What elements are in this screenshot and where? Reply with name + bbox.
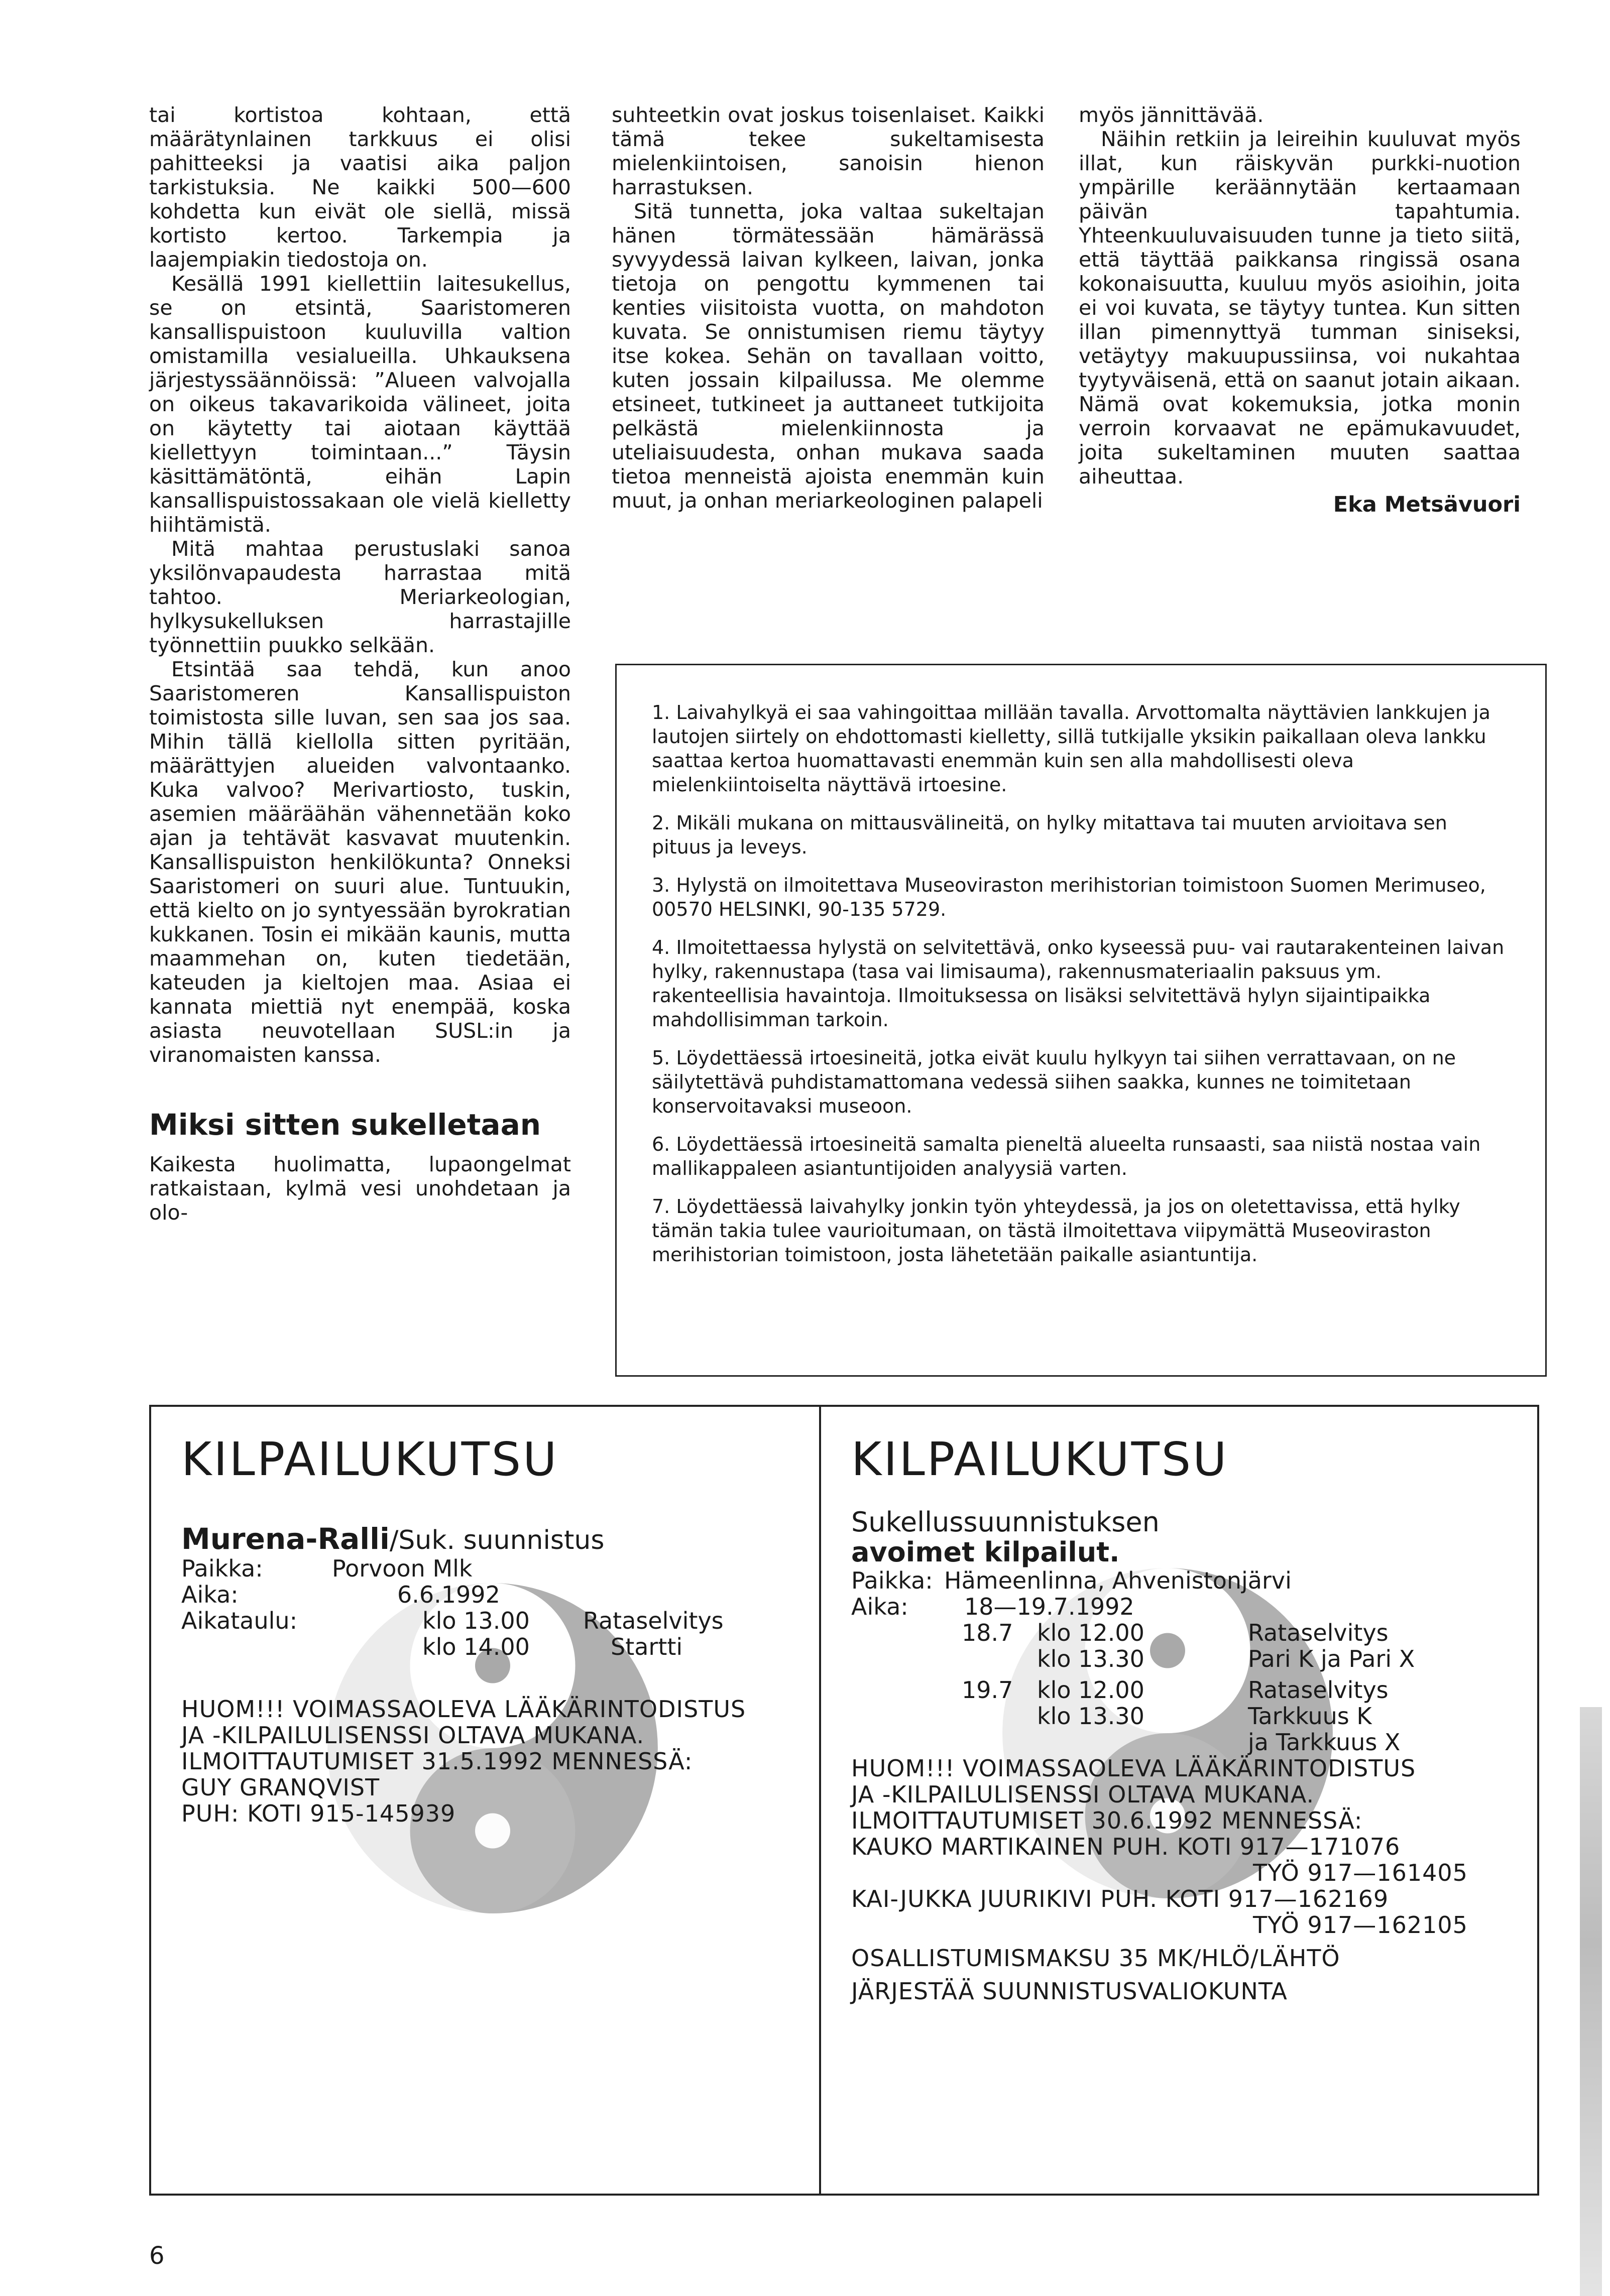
paragraph: Kesällä 1991 kiellettiin laitesukellus, se on etsintä, Saaristomeren kansallispuistoon kuuluvilla valtion omistamilla vesialueilla. Uhkauksena järjestyssäännöissä: ”Alueen valvojalla on oikeus takavarikoida välineet, joita on käytetty tai aiotaan käyttää kiellettyyn toimintaan...” Täysin käsittämätöntä, eihän Lapin kansallispuistossakaan ole vielä kielletty hiihtämistä.	[149, 272, 571, 537]
paragraph: suhteetkin ovat joskus toisenlaiset. Kaikki tämä tekee sukeltamisesta mielenkiintoisen, sanoisin hienon harrastuksen.	[612, 103, 1045, 199]
place-value: Hämeenlinna, Ahvenistonjärvi	[944, 1567, 1292, 1594]
competition-title: KILPAILUKUTSU	[851, 1432, 1229, 1486]
contact-name: GUY GRANQVIST	[181, 1774, 380, 1801]
article-column-2	[612, 103, 1045, 513]
paragraph: Näihin retkiin ja leireihin kuuluvat myös illat, kun räiskyvän purkki-nuotion ympärille keräännytään kertaamaan päivän tapahtumia. Yhteenkuuluvaisuuden tunne ja tieto siitä, että täyttää paikkansa ringissä osana kokonaisuutta, kuuluu myös asioihin, joita ei voi kuvata, se täytyy tuntea. Kun sitten illan pimennyttyä tumman siniseksi, vetäytyy makuupussiinsa, voi nukahtaa tyytyväisenä, että on saanut jotain aikaan. Nämä ovat kokemuksia, jotka monin verroin korvaavat ne epämukavuudet, joita sukeltaminen muuten saattaa aiheuttaa.	[1079, 127, 1521, 489]
paragraph: tai kortistoa kohtaan, että määrätynlainen tarkkuus ei olisi pahitteeksi ja vaatisi aika paljon tarkistuksia. Ne kaikki 500—600 kohdetta kun eivät ole siellä, missä kortisto kertoo. Tarkempia ja laajempiakin tiedostoja on.	[149, 103, 571, 272]
schedule-row: klo 13.30 Pari K ja Pari X	[1037, 1645, 1415, 1672]
contact-line: KAI-JUKKA JUURIKIVI PUH. KOTI 917—162169	[851, 1885, 1389, 1912]
competition-title: KILPAILUKUTSU	[181, 1432, 559, 1486]
article-column-1	[149, 103, 571, 1225]
paragraph: Mitä mahtaa perustuslaki sanoa yksilönvapaudesta harrastaa mitä tahtoo. Meriarkeologian, hylkysukelluksen harrastajille työnnettiin puukko selkään.	[149, 537, 571, 657]
participation-fee: OSALLISTUMISMAKSU 35 MK/HLÖ/LÄHTÖ	[851, 1945, 1340, 1972]
notice-line: JA -KILPAILULISENSSI OLTAVA MUKANA.	[851, 1781, 1315, 1808]
article-column-3	[1079, 103, 1521, 517]
contact-line: TYÖ 917—162105	[1253, 1911, 1468, 1939]
date-row: Aika: 18—19.7.1992	[851, 1593, 1134, 1620]
notice-line: HUOM!!! VOIMASSAOLEVA LÄÄKÄRINTODISTUS	[181, 1696, 746, 1723]
section-heading: Miksi sitten sukelletaan	[149, 1108, 541, 1142]
scan-edge-strip	[1580, 1707, 1602, 2296]
paragraph: Kaikesta huolimatta, lupaongelmat ratkaistaan, kylmä vesi unohdetaan ja olo-	[149, 1152, 571, 1225]
competition-invitation-right	[821, 1405, 1539, 2196]
notice-line: JA -KILPAILULISENSSI OLTAVA MUKANA.	[181, 1722, 645, 1749]
place-row: Paikka: Hämeenlinna, Ahvenistonjärvi	[851, 1567, 1292, 1594]
rule-item: 4. Ilmoitettaessa hylystä on selvitettävä, onko kyseessä puu- vai rautarakenteinen laivan hylky, rakennustapa (tasa vai limisauma), rakennusmateriaalin paksuus ym. rakenteellisia havaintoja. Ilmoituksessa on lisäksi selvitettävä hylyn sijaintipaikka mahdollisimman tarkoin.	[652, 936, 1505, 1031]
competition-invitation-left	[149, 1405, 821, 2196]
paragraph: myös jännittävää.	[1079, 103, 1264, 127]
notice-line: HUOM!!! VOIMASSAOLEVA LÄÄKÄRINTODISTUS	[851, 1755, 1416, 1782]
date-value: 6.6.1992	[397, 1581, 500, 1608]
page-number: 6	[149, 2242, 165, 2270]
event-name-bold: Murena-Ralli	[181, 1522, 390, 1556]
event-name	[181, 1522, 789, 1555]
contact-line: TYÖ 917—161405	[1253, 1859, 1468, 1886]
place-row: Paikka: Porvoon Mlk	[181, 1555, 473, 1582]
rule-item: 1. Laivahylkyä ei saa vahingoittaa millään tavalla. Arvottomalta näyttävien lankkujen ja lautojen siirtely on ehdottomasti kielletty, sillä tutkijalle yksikin paikallaan oleva lankku saattaa kertoa huomattavasti enemmän kuin sen alla mahdollisesti oleva mielenkiintoiselta näyttävä irtoesine.	[652, 701, 1490, 796]
schedule-row: klo 13.30 Tarkkuus K	[1037, 1703, 1372, 1730]
competition-subtitle: Sukellussuunnistuksen	[851, 1506, 1160, 1538]
contact-phone: PUH: KOTI 915-145939	[181, 1800, 456, 1827]
contact-line: KAUKO MARTIKAINEN PUH. KOTI 917—171076	[851, 1833, 1401, 1860]
wreck-rules-box	[615, 664, 1547, 1377]
rule-item: 7. Löydettäessä laivahylky jonkin työn yhteydessä, ja jos on oletettavissa, että hylky tämän takia tulee vaurioitumaan, on tästä ilmoitettava viipymättä Museoviraston merihistorian toimistoon, josta lähetetään paikalle asiantuntija.	[652, 1195, 1460, 1266]
schedule-row: Aikataulu: klo 13.00 Rataselvitys	[181, 1607, 724, 1634]
date-value: 18—19.7.1992	[964, 1593, 1134, 1620]
rule-item: 5. Löydettäessä irtoesineitä, jotka eivät kuulu hylkyyn tai siihen verrattavaan, on ne säilytettävä puhdistamattomana vedessä siihen saakka, kunnes ne toimitetaan konservoitavaksi museoon.	[652, 1047, 1456, 1117]
schedule-row: ja Tarkkuus X	[1248, 1729, 1401, 1756]
schedule-row: klo 14.00 Startti	[422, 1633, 683, 1660]
organizer: JÄRJESTÄÄ SUUNNISTUSVALIOKUNTA	[851, 1978, 1288, 2005]
event-name-rest: /Suk. suunnistus	[389, 1525, 605, 1555]
competition-subtitle-bold: avoimet kilpailut.	[851, 1536, 1120, 1568]
rule-item: 2. Mikäli mukana on mittausvälineitä, on hylky mitattava tai muuten arvioitava sen pituus ja leveys.	[652, 812, 1447, 858]
schedule-row: 19.7 klo 12.00 Rataselvitys	[962, 1676, 1389, 1704]
place-value: Porvoon Mlk	[332, 1555, 473, 1582]
author-signature: Eka Metsävuori	[1333, 492, 1521, 517]
rule-item: 3. Hylystä on ilmoitettava Museoviraston merihistorian toimistoon Suomen Merimuseo, 00570 HELSINKI, 90-135 5729.	[652, 874, 1486, 920]
rule-item: 6. Löydettäessä irtoesineitä samalta pieneltä alueelta runsaasti, saa niistä nostaa vain mallikappaleen asiantuntijoiden analyysiä varten.	[652, 1133, 1481, 1179]
paragraph: Sitä tunnetta, joka valtaa sukeltajan hänen törmätessään hämärässä syvyydessä laivan kylkeen, laivan, jonka tietoja on pengottu kymmenen tai kenties viisitoista vuotta, on mahdoton kuvata. Se onnistumisen riemu täytyy itse kokea. Sehän on tavallaan voitto, kuten jossain kilpailussa. Me olemme etsineet, tutkineet ja auttaneet tutkijoita pelkästä mielenkiinnosta ja uteliaisuudesta, onhan mukava saada tietoa menneistä ajoista enemmän kuin muut, ja onhan meriarkeologinen palapeli	[612, 199, 1045, 513]
registration-deadline: ILMOITTAUTUMISET 30.6.1992 MENNESSÄ:	[851, 1807, 1363, 1834]
paragraph: Etsintää saa tehdä, kun anoo Saaristomeren Kansallispuiston toimistosta sille luvan, sen saa jos saa. Mihin tällä kiellolla sitten pyritään, määrättyjen alueiden valvontaanko. Kuka valvoo? Merivartiosto, tuskin, asemien määräähän vähennetään koko ajan ja tehtävät kasvavat muutenkin. Kansallispuiston henkilökunta? Onneksi Saaristomeri on suuri alue. Tuntuukin, että kielto on jo syntyessään byrokratian kukkanen. Tosin ei mikään kaunis, mutta maammehan on, kuten tiedetään, kateuden ja kieltojen maa. Asiaa ei kannata miettiä nyt enempää, koska asiasta neuvotellaan SUSL:in ja viranomaisten kanssa.	[149, 657, 571, 1067]
schedule-row: 18.7 klo 12.00 Rataselvitys	[962, 1619, 1389, 1646]
date-row: Aika: 6.6.1992	[181, 1581, 500, 1608]
registration-deadline: ILMOITTAUTUMISET 31.5.1992 MENNESSÄ:	[181, 1748, 693, 1775]
